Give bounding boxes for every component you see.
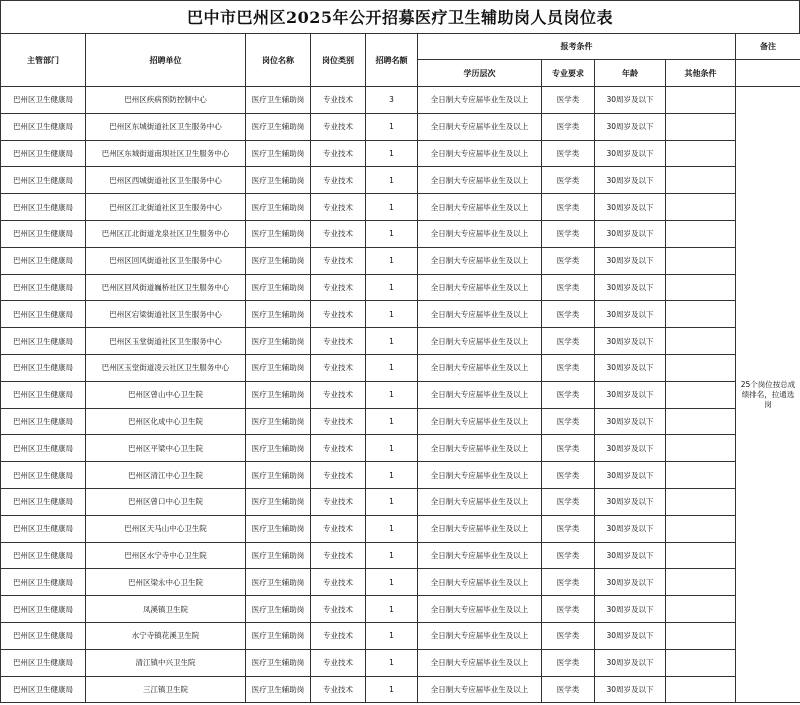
- cell-major: 医学类: [542, 488, 595, 515]
- cell-quota: 1: [366, 140, 418, 167]
- cell-unit: 巴州区江北街道龙泉社区卫生服务中心: [86, 220, 246, 247]
- cell-education: 全日制大专应届毕业生及以上: [418, 542, 542, 569]
- cell-unit: 巴州区曾口中心卫生院: [86, 488, 246, 515]
- cell-education: 全日制大专应届毕业生及以上: [418, 220, 542, 247]
- cell-unit: 凤溪镇卫生院: [86, 596, 246, 623]
- cell-other: [666, 649, 736, 676]
- header-major: 专业要求: [542, 60, 595, 87]
- cell-major: 医学类: [542, 515, 595, 542]
- cell-post-name: 医疗卫生辅助岗: [246, 274, 311, 301]
- cell-unit: 巴州区西城街道社区卫生服务中心: [86, 167, 246, 194]
- cell-dept: 巴州区卫生健康局: [1, 408, 86, 435]
- cell-quota: 1: [366, 113, 418, 140]
- cell-post-type: 专业技术: [311, 622, 366, 649]
- cell-dept: 巴州区卫生健康局: [1, 167, 86, 194]
- cell-unit: 巴州区平梁中心卫生院: [86, 435, 246, 462]
- cell-post-type: 专业技术: [311, 381, 366, 408]
- cell-age: 30周岁及以下: [595, 515, 666, 542]
- cell-quota: 1: [366, 649, 418, 676]
- table-row: [1, 354, 800, 381]
- cell-education: 全日制大专应届毕业生及以上: [418, 408, 542, 435]
- cell-education: 全日制大专应届毕业生及以上: [418, 569, 542, 596]
- cell-quota: 1: [366, 622, 418, 649]
- cell-unit: 清江镇中兴卫生院: [86, 649, 246, 676]
- cell-major: 医学类: [542, 542, 595, 569]
- cell-dept: 巴州区卫生健康局: [1, 354, 86, 381]
- cell-unit: 巴州区疾病预防控制中心: [86, 87, 246, 114]
- cell-post-name: 医疗卫生辅助岗: [246, 140, 311, 167]
- cell-major: 医学类: [542, 113, 595, 140]
- cell-post-name: 医疗卫生辅助岗: [246, 435, 311, 462]
- cell-other: [666, 194, 736, 221]
- cell-dept: 巴州区卫生健康局: [1, 515, 86, 542]
- cell-post-name: 医疗卫生辅助岗: [246, 649, 311, 676]
- cell-post-name: 医疗卫生辅助岗: [246, 247, 311, 274]
- cell-education: 全日制大专应届毕业生及以上: [418, 301, 542, 328]
- table-row: [1, 328, 800, 355]
- cell-education: 全日制大专应届毕业生及以上: [418, 247, 542, 274]
- cell-education: 全日制大专应届毕业生及以上: [418, 328, 542, 355]
- cell-major: 医学类: [542, 140, 595, 167]
- header-remark-blank: [736, 60, 800, 87]
- cell-other: [666, 462, 736, 489]
- cell-post-type: 专业技术: [311, 247, 366, 274]
- cell-post-name: 医疗卫生辅助岗: [246, 87, 311, 114]
- cell-quota: 1: [366, 569, 418, 596]
- cell-post-name: 医疗卫生辅助岗: [246, 354, 311, 381]
- cell-post-name: 医疗卫生辅助岗: [246, 167, 311, 194]
- cell-other: [666, 87, 736, 114]
- cell-dept: 巴州区卫生健康局: [1, 622, 86, 649]
- cell-age: 30周岁及以下: [595, 649, 666, 676]
- cell-dept: 巴州区卫生健康局: [1, 462, 86, 489]
- cell-dept: 巴州区卫生健康局: [1, 542, 86, 569]
- table-row: [1, 194, 800, 221]
- cell-post-type: 专业技术: [311, 140, 366, 167]
- cell-education: 全日制大专应届毕业生及以上: [418, 113, 542, 140]
- cell-education: 全日制大专应届毕业生及以上: [418, 488, 542, 515]
- cell-dept: 巴州区卫生健康局: [1, 87, 86, 114]
- table-row: [1, 569, 800, 596]
- table-row: [1, 220, 800, 247]
- cell-post-type: 专业技术: [311, 354, 366, 381]
- cell-age: 30周岁及以下: [595, 381, 666, 408]
- cell-dept: 巴州区卫生健康局: [1, 676, 86, 703]
- cell-quota: 1: [366, 381, 418, 408]
- cell-unit: 巴州区回风街道社区卫生服务中心: [86, 247, 246, 274]
- cell-post-type: 专业技术: [311, 408, 366, 435]
- table-row: [1, 542, 800, 569]
- cell-post-name: 医疗卫生辅助岗: [246, 542, 311, 569]
- cell-other: [666, 113, 736, 140]
- cell-major: 医学类: [542, 328, 595, 355]
- positions-table: [0, 33, 800, 703]
- cell-unit: 巴州区宕梁街道社区卫生服务中心: [86, 301, 246, 328]
- cell-other: [666, 622, 736, 649]
- table-row: [1, 649, 800, 676]
- cell-education: 全日制大专应届毕业生及以上: [418, 622, 542, 649]
- cell-age: 30周岁及以下: [595, 462, 666, 489]
- cell-age: 30周岁及以下: [595, 274, 666, 301]
- cell-quota: 1: [366, 462, 418, 489]
- cell-post-name: 医疗卫生辅助岗: [246, 622, 311, 649]
- header-other: 其他条件: [666, 60, 736, 87]
- table-row: [1, 247, 800, 274]
- cell-education: 全日制大专应届毕业生及以上: [418, 194, 542, 221]
- table-row: [1, 113, 800, 140]
- cell-quota: 3: [366, 87, 418, 114]
- cell-unit: 三江镇卫生院: [86, 676, 246, 703]
- cell-dept: 巴州区卫生健康局: [1, 140, 86, 167]
- cell-post-name: 医疗卫生辅助岗: [246, 596, 311, 623]
- header-quota: 招聘名额: [366, 34, 418, 87]
- cell-unit: 巴州区玉堂街道凌云社区卫生服务中心: [86, 354, 246, 381]
- table-row: [1, 167, 800, 194]
- cell-age: 30周岁及以下: [595, 354, 666, 381]
- cell-major: 医学类: [542, 354, 595, 381]
- header-post-type: 岗位类别: [311, 34, 366, 87]
- cell-other: [666, 435, 736, 462]
- cell-quota: 1: [366, 247, 418, 274]
- cell-age: 30周岁及以下: [595, 113, 666, 140]
- cell-major: 医学类: [542, 194, 595, 221]
- cell-other: [666, 247, 736, 274]
- cell-post-name: 医疗卫生辅助岗: [246, 462, 311, 489]
- cell-education: 全日制大专应届毕业生及以上: [418, 87, 542, 114]
- cell-education: 全日制大专应届毕业生及以上: [418, 167, 542, 194]
- cell-major: 医学类: [542, 247, 595, 274]
- cell-post-type: 专业技术: [311, 569, 366, 596]
- cell-post-name: 医疗卫生辅助岗: [246, 220, 311, 247]
- cell-post-type: 专业技术: [311, 462, 366, 489]
- header-unit: 招聘单位: [86, 34, 246, 87]
- cell-major: 医学类: [542, 649, 595, 676]
- cell-age: 30周岁及以下: [595, 140, 666, 167]
- cell-age: 30周岁及以下: [595, 488, 666, 515]
- cell-quota: 1: [366, 274, 418, 301]
- cell-major: 医学类: [542, 220, 595, 247]
- cell-unit: 巴州区天马山中心卫生院: [86, 515, 246, 542]
- cell-post-type: 专业技术: [311, 113, 366, 140]
- cell-unit: 巴州区回风街道巍桥社区卫生服务中心: [86, 274, 246, 301]
- cell-major: 医学类: [542, 676, 595, 703]
- cell-education: 全日制大专应届毕业生及以上: [418, 274, 542, 301]
- cell-post-type: 专业技术: [311, 167, 366, 194]
- cell-major: 医学类: [542, 381, 595, 408]
- cell-quota: 1: [366, 354, 418, 381]
- table-row: [1, 515, 800, 542]
- cell-post-type: 专业技术: [311, 515, 366, 542]
- cell-dept: 巴州区卫生健康局: [1, 569, 86, 596]
- cell-age: 30周岁及以下: [595, 435, 666, 462]
- cell-post-name: 医疗卫生辅助岗: [246, 408, 311, 435]
- cell-unit: 巴州区东城街道社区卫生服务中心: [86, 113, 246, 140]
- cell-other: [666, 596, 736, 623]
- cell-age: 30周岁及以下: [595, 569, 666, 596]
- table-row: [1, 274, 800, 301]
- cell-unit: 巴州区梁永中心卫生院: [86, 569, 246, 596]
- cell-age: 30周岁及以下: [595, 408, 666, 435]
- cell-post-name: 医疗卫生辅助岗: [246, 569, 311, 596]
- cell-major: 医学类: [542, 596, 595, 623]
- cell-post-type: 专业技术: [311, 87, 366, 114]
- table-row: [1, 462, 800, 489]
- table-row: [1, 676, 800, 703]
- cell-education: 全日制大专应届毕业生及以上: [418, 462, 542, 489]
- cell-post-name: 医疗卫生辅助岗: [246, 676, 311, 703]
- cell-quota: 1: [366, 542, 418, 569]
- cell-dept: 巴州区卫生健康局: [1, 596, 86, 623]
- cell-age: 30周岁及以下: [595, 622, 666, 649]
- cell-post-type: 专业技术: [311, 220, 366, 247]
- cell-education: 全日制大专应届毕业生及以上: [418, 596, 542, 623]
- cell-other: [666, 167, 736, 194]
- table-row: [1, 435, 800, 462]
- cell-post-type: 专业技术: [311, 542, 366, 569]
- cell-dept: 巴州区卫生健康局: [1, 381, 86, 408]
- cell-post-type: 专业技术: [311, 676, 366, 703]
- cell-quota: 1: [366, 220, 418, 247]
- cell-dept: 巴州区卫生健康局: [1, 301, 86, 328]
- cell-education: 全日制大专应届毕业生及以上: [418, 140, 542, 167]
- cell-other: [666, 274, 736, 301]
- cell-post-type: 专业技术: [311, 649, 366, 676]
- cell-education: 全日制大专应届毕业生及以上: [418, 354, 542, 381]
- header-education: 学历层次: [418, 60, 542, 87]
- header-age: 年龄: [595, 60, 666, 87]
- cell-age: 30周岁及以下: [595, 676, 666, 703]
- cell-dept: 巴州区卫生健康局: [1, 220, 86, 247]
- cell-other: [666, 140, 736, 167]
- cell-age: 30周岁及以下: [595, 167, 666, 194]
- cell-age: 30周岁及以下: [595, 301, 666, 328]
- cell-unit: 水宁寺镇花溪卫生院: [86, 622, 246, 649]
- table-row: [1, 87, 800, 114]
- cell-education: 全日制大专应届毕业生及以上: [418, 676, 542, 703]
- cell-education: 全日制大专应届毕业生及以上: [418, 435, 542, 462]
- cell-dept: 巴州区卫生健康局: [1, 247, 86, 274]
- cell-post-name: 医疗卫生辅助岗: [246, 328, 311, 355]
- cell-post-type: 专业技术: [311, 596, 366, 623]
- cell-other: [666, 220, 736, 247]
- cell-dept: 巴州区卫生健康局: [1, 488, 86, 515]
- cell-other: [666, 408, 736, 435]
- header-dept: 主管部门: [1, 34, 86, 87]
- cell-other: [666, 569, 736, 596]
- cell-other: [666, 676, 736, 703]
- cell-quota: 1: [366, 676, 418, 703]
- cell-dept: 巴州区卫生健康局: [1, 113, 86, 140]
- cell-quota: 1: [366, 488, 418, 515]
- cell-quota: 1: [366, 408, 418, 435]
- cell-post-name: 医疗卫生辅助岗: [246, 488, 311, 515]
- cell-unit: 巴州区化成中心卫生院: [86, 408, 246, 435]
- cell-quota: 1: [366, 328, 418, 355]
- cell-age: 30周岁及以下: [595, 220, 666, 247]
- cell-quota: 1: [366, 167, 418, 194]
- cell-dept: 巴州区卫生健康局: [1, 435, 86, 462]
- cell-major: 医学类: [542, 167, 595, 194]
- table-row: [1, 381, 800, 408]
- cell-unit: 巴州区玉堂街道社区卫生服务中心: [86, 328, 246, 355]
- cell-age: 30周岁及以下: [595, 87, 666, 114]
- cell-post-name: 医疗卫生辅助岗: [246, 113, 311, 140]
- cell-age: 30周岁及以下: [595, 194, 666, 221]
- cell-quota: 1: [366, 435, 418, 462]
- table-body: [1, 87, 800, 703]
- cell-major: 医学类: [542, 408, 595, 435]
- header-post-name: 岗位名称: [246, 34, 311, 87]
- cell-major: 医学类: [542, 462, 595, 489]
- cell-unit: 巴州区江北街道社区卫生服务中心: [86, 194, 246, 221]
- cell-other: [666, 488, 736, 515]
- header-remark: 备注: [736, 34, 800, 60]
- cell-post-type: 专业技术: [311, 328, 366, 355]
- cell-quota: 1: [366, 515, 418, 542]
- cell-post-name: 医疗卫生辅助岗: [246, 515, 311, 542]
- table-row: [1, 140, 800, 167]
- cell-other: [666, 381, 736, 408]
- cell-post-name: 医疗卫生辅助岗: [246, 301, 311, 328]
- cell-post-type: 专业技术: [311, 194, 366, 221]
- cell-other: [666, 515, 736, 542]
- cell-dept: 巴州区卫生健康局: [1, 194, 86, 221]
- cell-education: 全日制大专应届毕业生及以上: [418, 515, 542, 542]
- cell-quota: 1: [366, 301, 418, 328]
- cell-other: [666, 301, 736, 328]
- cell-dept: 巴州区卫生健康局: [1, 649, 86, 676]
- cell-major: 医学类: [542, 87, 595, 114]
- cell-major: 医学类: [542, 274, 595, 301]
- cell-age: 30周岁及以下: [595, 596, 666, 623]
- cell-post-type: 专业技术: [311, 435, 366, 462]
- remark-cell: 25个岗位按总成绩排名，拉通选岗: [736, 87, 800, 703]
- table-row: [1, 408, 800, 435]
- table-row: [1, 488, 800, 515]
- table-row: [1, 301, 800, 328]
- cell-post-type: 专业技术: [311, 488, 366, 515]
- cell-post-type: 专业技术: [311, 301, 366, 328]
- cell-unit: 巴州区曾山中心卫生院: [86, 381, 246, 408]
- cell-dept: 巴州区卫生健康局: [1, 328, 86, 355]
- cell-post-name: 医疗卫生辅助岗: [246, 194, 311, 221]
- table-row: [1, 596, 800, 623]
- cell-major: 医学类: [542, 622, 595, 649]
- cell-major: 医学类: [542, 301, 595, 328]
- cell-major: 医学类: [542, 435, 595, 462]
- table-row: [1, 622, 800, 649]
- cell-post-type: 专业技术: [311, 274, 366, 301]
- cell-other: [666, 542, 736, 569]
- cell-age: 30周岁及以下: [595, 247, 666, 274]
- cell-unit: 巴州区水宁寺中心卫生院: [86, 542, 246, 569]
- cell-quota: 1: [366, 596, 418, 623]
- cell-other: [666, 328, 736, 355]
- cell-quota: 1: [366, 194, 418, 221]
- header-conditions: 报考条件: [418, 34, 736, 60]
- cell-age: 30周岁及以下: [595, 328, 666, 355]
- cell-post-name: 医疗卫生辅助岗: [246, 381, 311, 408]
- cell-unit: 巴州区东城街道南坝社区卫生服务中心: [86, 140, 246, 167]
- cell-education: 全日制大专应届毕业生及以上: [418, 649, 542, 676]
- page-title: 巴中市巴州区2025年公开招募医疗卫生辅助岗人员岗位表: [0, 0, 800, 33]
- cell-other: [666, 354, 736, 381]
- cell-major: 医学类: [542, 569, 595, 596]
- cell-unit: 巴州区清江中心卫生院: [86, 462, 246, 489]
- cell-dept: 巴州区卫生健康局: [1, 274, 86, 301]
- cell-age: 30周岁及以下: [595, 542, 666, 569]
- cell-education: 全日制大专应届毕业生及以上: [418, 381, 542, 408]
